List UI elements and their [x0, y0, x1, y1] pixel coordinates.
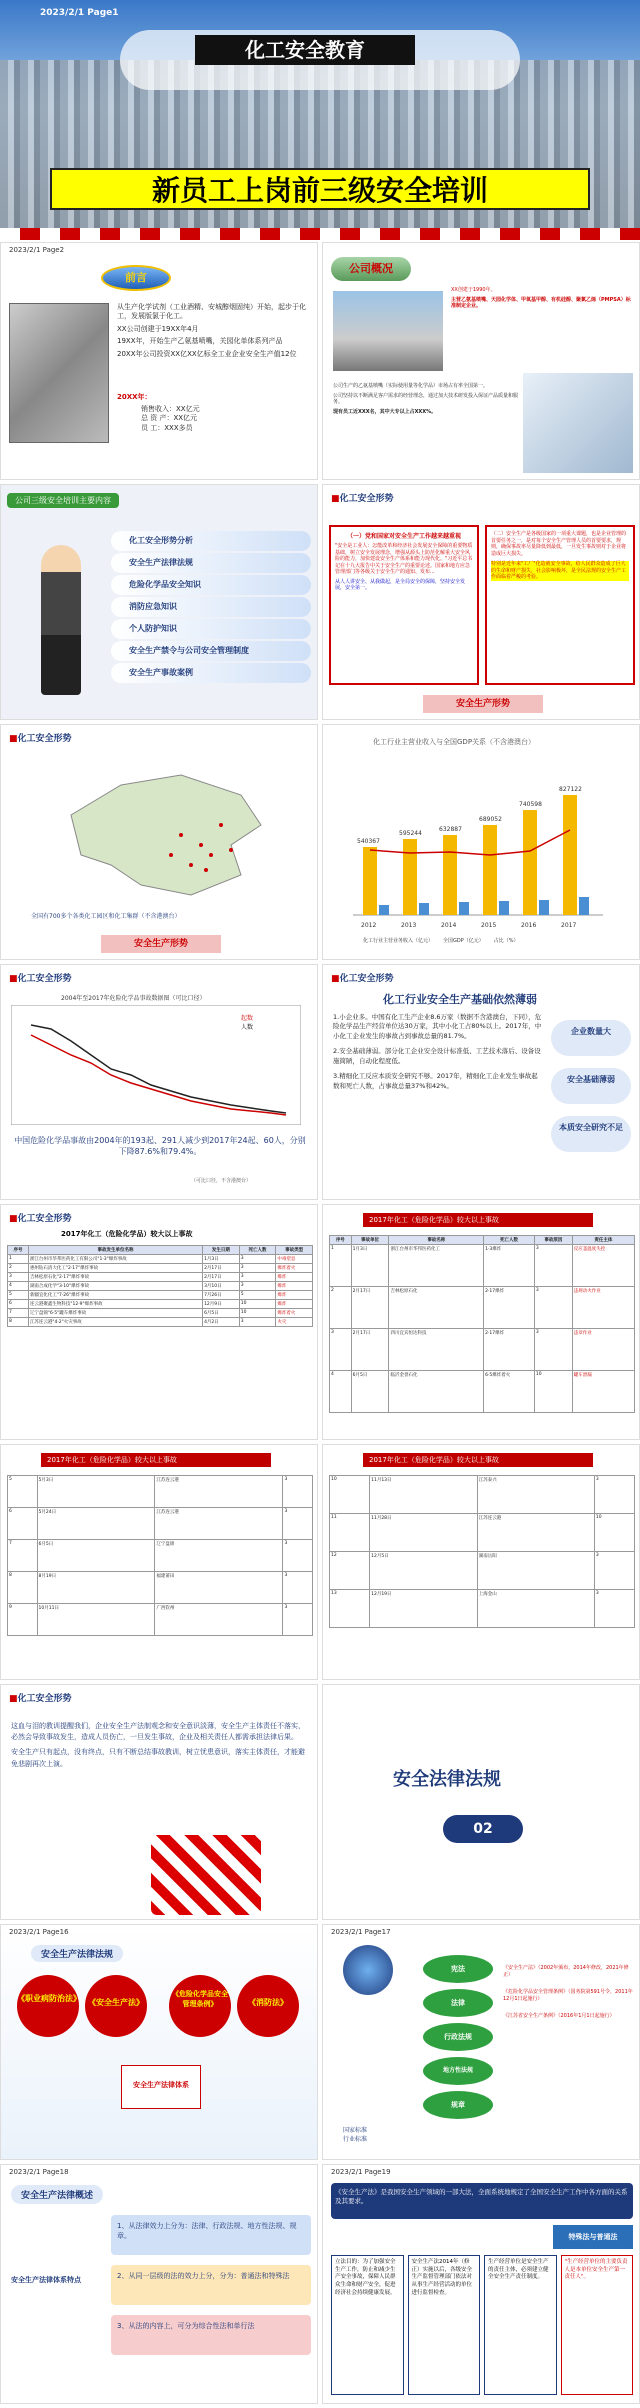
col-header: 死亡人数 [239, 1246, 276, 1255]
bottom-band [0, 228, 640, 240]
slide-12 [0, 1444, 318, 1680]
list-item: XX公司创建于19XX年4月 [117, 324, 199, 333]
menu-item-label: 化工安全形势分析 [129, 536, 193, 545]
footer-banner: 安全生产形势 [423, 695, 543, 713]
svg-text:740598: 740598 [519, 801, 542, 808]
table-row: 7 6月5日 辽宁盘锦 3 [8, 1540, 313, 1572]
slide-15 [322, 1684, 640, 1920]
footer-banner: 安全生产形势 [101, 935, 221, 953]
slide-header: 2023/2/1 Page1 [40, 8, 119, 18]
slide-11 [322, 1204, 640, 1440]
slide-title: 安全生产法律法规 [31, 1945, 123, 1962]
menu-item-label: 危险化学品安全知识 [129, 580, 201, 589]
feature-item: 2、从同一层级的法的效力上分，分为：普通法和特殊法 [111, 2265, 311, 2305]
hierarchy-item: 行政法规 [423, 2023, 493, 2051]
intro-badge: 前言 [101, 265, 171, 291]
menu-item-label: 安全生产禁令与公司安全管理制度 [129, 646, 249, 655]
table-row: 8 江苏连云港"4·2"火灾事故 4月2日 3 火灾 [8, 1318, 313, 1327]
table-row: 6 5月24日 江苏连云港 3 [8, 1508, 313, 1540]
box-title: （一）党和国家对安全生产工作越来越重视 [346, 533, 461, 540]
slide-7 [322, 724, 640, 960]
accident-detail-table [329, 1235, 635, 1413]
slide-14 [0, 1684, 318, 1920]
box-text: "安全是工业人：怎能改革和经济社会发展安全保障的重要物质基础，树立安全发展理念，增强从源头上防范化解重大安全风险的能力，加快建设安全生产体系和能力现代化。"习近平总书记在十九大报告中关于安全生产的重要论述。国家和地方应急管理部门等各级关于安全生产的通知、发布... [335, 543, 473, 575]
slide-header: 2023/2/1 Page18 [9, 2168, 69, 2176]
column-item: 生产经营单位是安全生产的责任主体，必须建立健全安全生产责任制度。 [484, 2255, 557, 2395]
table-row: 11 11月28日 江苏连云港 10 [330, 1514, 635, 1552]
col-header: 事故类型 [276, 1246, 313, 1255]
text-item: 公司坚持以不断满足客户需求的经营理念，通过加大技术研发投入保证产品质量和服务。 [333, 392, 519, 405]
menu-item [111, 575, 311, 595]
table-row: 3 吉林松原石化"2·17"爆炸事故 2月17日 3 爆炸 [8, 1273, 313, 1282]
table-row: 1 浙江台州市华邦医药化工有限公司"1·3"爆炸事故 1月3日 3 中毒窒息 [8, 1255, 313, 1264]
year-label: 20XX年： [117, 393, 152, 401]
lesson-text [11, 1721, 309, 1770]
stat-item: 员 工：XXX多员 [141, 423, 193, 432]
slide-18 [0, 2164, 318, 2404]
menu-item [111, 641, 311, 661]
gdp-chart [333, 755, 633, 935]
accident-chart [11, 1005, 301, 1125]
hierarchy-item: 规章 [423, 2091, 493, 2119]
center-label: 安全生产法律体系 [121, 2065, 201, 2109]
chart-legend [241, 1013, 253, 1031]
box-highlight: 从人人讲安全、从我做起，是全局安全的保障，坚持安全发展，安全第一。 [335, 578, 466, 591]
standard-labels [343, 2125, 367, 2143]
law-circle: 《危险化学品安全管理条例》 [169, 1975, 231, 2037]
section-title: ■化工安全形势 [9, 1694, 72, 1704]
feature-list [111, 2215, 311, 2355]
table-row: 1 1月3日 浙江台州市华邦医药化工 1·3爆炸 3 反应釜温度失控 [330, 1245, 635, 1287]
slide-3 [322, 242, 640, 480]
slide-8 [0, 964, 318, 1200]
point-item: 3.精细化工反应本质安全研究不够。2017年，精细化工企业发生事故起数和死亡人数，占事故总量37%和42%。 [333, 1072, 538, 1090]
slide-5 [322, 484, 640, 720]
intro-list [117, 303, 313, 362]
section-title: ■化工安全形势 [9, 1214, 72, 1224]
map-caption: 全国有700多个各类化工园区和化工集群（不含港澳台） [31, 913, 181, 920]
accident-table [7, 1245, 313, 1327]
table-row: 13 12月19日 上海金山 3 [330, 1590, 635, 1628]
svg-text:540367: 540367 [357, 838, 380, 845]
accident-detail-table [329, 1475, 635, 1628]
stat-item: 总 资 产：XX亿元 [141, 414, 198, 423]
svg-text:2013: 2013 [401, 922, 417, 929]
legend-item: 起数 [241, 1015, 254, 1022]
hierarchy-list [423, 1955, 493, 2119]
hierarchy-item: 法律 [423, 1989, 493, 2017]
legend-item: 人数 [241, 1024, 254, 1031]
company-badge: 公司概况 [331, 257, 411, 281]
svg-text:2017: 2017 [561, 922, 577, 929]
note-item: 《安全生产法》（2002年颁布，2014年修改，2021年修正） [503, 1965, 629, 1978]
section-bar: 2017年化工（危险化学品）较大以上事故 [363, 1213, 593, 1227]
chart-title: 2004年至2017年危险化学品事故数据图（可比口径） [61, 995, 206, 1002]
box-title: （二）安全生产是各级国家的一项重大课题，也是企业管理的首要任务之一，是对每个安全生产管理人员的首要要求，规则，确保事故率尽量降低到最低，一旦发生事故则对于企业将造成巨大损失。 [491, 531, 627, 557]
column-list [331, 2255, 633, 2395]
badge: 特殊法与普通法 [553, 2225, 633, 2249]
table-row: 8 8月19日 福建莆田 3 [8, 1572, 313, 1604]
section-bar: 2017年化工（危险化学品）较大以上事故 [41, 1453, 271, 1467]
table-row: 4 6月5日 临沂金誉石化 6·5爆炸着火 10 罐车泄漏 [330, 1371, 635, 1413]
slide-header: 2023/2/1 Page19 [331, 2168, 391, 2176]
table-row: 12 12月5日 湖南岳阳 3 [330, 1552, 635, 1590]
table-row: 2 惠州钻石清大化工"2·17"爆炸事故 2月17日 3 爆炸着火 [8, 1264, 313, 1273]
svg-text:2012: 2012 [361, 922, 377, 929]
list-item: 20XX年公司投资XX亿XX亿标全工业企业安全生产值12位 [117, 349, 297, 358]
gov-box [329, 525, 479, 685]
note-item: 《危险化学品安全管理条例》（国务院第591号令，2011年12月1日起施行） [503, 1989, 633, 2002]
menu-item-label: 个人防护知识 [129, 624, 177, 633]
slide-10 [0, 1204, 318, 1440]
table-row: 10 11月13日 江苏泰兴 3 [330, 1476, 635, 1514]
intro-box: 《安全生产法》是我国安全生产领域的一部大法，全面系统地规定了全国安全生产工作中各方面的关系及其要求。 [331, 2183, 633, 2219]
stats-list [141, 405, 200, 433]
col-header: 序号 [8, 1246, 29, 1255]
table-row: 2 2月17日 吉林松原石化 2·17爆炸 3 违规动火作业 [330, 1287, 635, 1329]
text-item: 现有员工近XXX名，其中大专以上占XXX%。 [333, 408, 437, 415]
section-title: ■化工安全形势 [331, 494, 394, 504]
safety-illustration [151, 1835, 261, 1915]
slide-header: 2023/2/1 Page16 [9, 1928, 69, 1936]
china-map [31, 755, 271, 905]
slide-1 [0, 0, 640, 240]
chart-title: 化工行业主营业收入与全国GDP关系（不含港澳台） [373, 738, 536, 746]
paragraph: 安全生产只有起点，没有终点，只有不断总结事故教训，树立忧患意识，落实主体责任，才能避免悲剧再次上演。 [11, 1748, 305, 1768]
point-item: 1.小企业多。中国有化工生产企业8.6万家（数据不含港澳台，下同），危险化学品生产经营单位达30万家，其中小化工占80%以上。2017年，中小化工企业发生的事故占到事故总量的81.7%。 [333, 1013, 542, 1040]
slide-header: 2023/2/1 Page17 [331, 1928, 391, 1936]
person-illustration [41, 545, 81, 695]
tag-item: 本质安全研究不足 [551, 1116, 631, 1152]
slide-17 [322, 1924, 640, 2160]
slide-4 [0, 484, 318, 720]
slide-title: 化工行业安全生产基础依然薄弱 [383, 993, 537, 1006]
section-bar: 2017年化工（危险化学品）较大以上事故 [363, 1453, 593, 1467]
section-title: ■化工安全形势 [331, 974, 394, 984]
table-header-row [8, 1246, 313, 1255]
section-heading: 安全法律法规 [393, 1769, 501, 1790]
law-circle: 《职业病防治法》 [17, 1975, 79, 2037]
standard-item: 国家标准 [343, 2127, 368, 2134]
system-label: 安全生产法律体系特点 [11, 2276, 81, 2284]
table-row: 7 辽宁盘锦"6·5"罐车爆炸事故 6月5日 10 爆炸着火 [8, 1309, 313, 1318]
table-header-row: 序号 事故单位 事故名称 死亡人数 事故原因 责任主体 [330, 1236, 635, 1245]
table-row: 9 10月11日 广西钦州 3 [8, 1604, 313, 1636]
svg-text:2014: 2014 [441, 922, 457, 929]
menu-item [111, 531, 311, 551]
globe-icon [343, 1945, 393, 1995]
col-header: 发生日期 [203, 1246, 240, 1255]
menu-item-label: 消防应急知识 [129, 602, 177, 611]
slide-header: 2023/2/1 Page2 [9, 246, 65, 254]
tag-list [551, 1020, 631, 1152]
text-item: 公司生产的乙氨基喷嘴（实际使用量等化学品）市场占有率全国第一。 [333, 383, 489, 389]
content-menu [111, 531, 311, 685]
factory-photo [333, 291, 443, 371]
svg-text:2015: 2015 [481, 922, 497, 929]
feature-item: 1、从法律效力上分为：法律、行政法规、地方性法规、规章。 [111, 2215, 311, 2255]
slide-title: 安全生产法律概述 [11, 2185, 103, 2204]
task-box [485, 525, 635, 685]
standard-item: 行业标准 [343, 2136, 368, 2143]
hierarchy-item: 地方性法规 [423, 2057, 493, 2085]
tag-item: 安全基础薄弱 [551, 1068, 631, 1104]
note-item: 《江苏省安全生产条例》（2016年1月1日起施行） [503, 2013, 615, 2019]
menu-item-label: 安全生产法律法规 [129, 558, 193, 567]
feature-item: 3、从法的内容上，可分为综合性法和单行法 [111, 2315, 311, 2355]
slide-16 [0, 1924, 318, 2160]
list-item: 从生产化学试剂（工业酒精、安城醇烟固纯）开始，起步于化工，发展版氯于化工。 [117, 303, 306, 321]
point-list [333, 1013, 543, 1091]
section-title: ■化工安全形势 [9, 974, 72, 984]
slide-2 [0, 242, 318, 480]
table-row: 6 连云港聚鑫生物科技"12·9"爆炸事故 12月9日 10 爆炸 [8, 1300, 313, 1309]
stat-item: 销售收入：XX亿元 [141, 405, 200, 413]
law-circle: 《消防法》 [237, 1975, 299, 2037]
company-text-2 [333, 383, 518, 415]
paragraph: 这血与泪的教训提醒我们，企业安全生产法制观念和安全意识淡薄，安全生产主体责任不落实，必然会导致事故发生，造成人员伤亡，一旦发生事故，企业及相关责任人都需承担法律后果。 [11, 1722, 305, 1742]
slide-title: 公司三级安全培训主要内容 [7, 493, 119, 508]
section-title: ■化工安全形势 [9, 734, 72, 744]
slide-9 [322, 964, 640, 1200]
page-title: 化工安全教育 [195, 35, 415, 65]
law-circle: 《安全生产法》 [85, 1975, 147, 2037]
menu-item-label: 安全生产事故案例 [129, 668, 193, 677]
slide-6 [0, 724, 318, 960]
table-row: 4 湖南合成化学"3·10"爆炸事故 3月10日 3 爆炸 [8, 1282, 313, 1291]
list-item: 19XX年，开始生产乙氨基喷嘴，关园化单体系列产品 [117, 337, 283, 346]
svg-text:2016: 2016 [521, 922, 537, 929]
legend-item: 化工行业主营业务收入（亿元） [363, 938, 434, 944]
legend-item: 全国GDP（亿元） [443, 938, 484, 944]
company-text [451, 287, 633, 313]
menu-item [111, 553, 311, 573]
column-item: 安全生产法2014年（修正）实施以后，各级安全生产监督管理部门依法对从事生产经营活动的单位进行监督检查。 [408, 2255, 481, 2395]
col-header: 事故发生单位名称 [28, 1246, 202, 1255]
point-item: 2.安全基础薄弱。部分化工企业安全设计标准低、工艺技术落后、设备设施简陋，自动化程度低。 [333, 1047, 541, 1065]
slide-13 [322, 1444, 640, 1680]
svg-text:595244: 595244 [399, 830, 422, 837]
menu-item [111, 663, 311, 683]
text-item: XX创建于1990年。 [451, 287, 496, 293]
page-subtitle: 新员工上岗前三级安全培训 [50, 168, 590, 210]
text-item: 主营乙氨基喷嘴、天园化学体、甲氧基甲醇、有机硅醇、聚氯乙烯（PMPSA）标准制定企业。 [451, 296, 631, 309]
section-number: 02 [443, 1815, 523, 1843]
equipment-photo [9, 303, 109, 443]
tag-item: 企业数量大 [551, 1020, 631, 1056]
svg-text:827122: 827122 [559, 786, 582, 793]
note-text: （可比口径，不含港澳台） [191, 1178, 252, 1184]
hierarchy-item: 宪法 [423, 1955, 493, 1983]
summary-text: 中国危险化学品事故由2004年的193起、291人减少到2017年24起、60人，分别下降87.6%和79.4%。 [14, 1136, 306, 1156]
table-row: 5 5月3日 江苏连云港 3 [8, 1476, 313, 1508]
chart-legend [363, 937, 519, 944]
slide-19 [322, 2164, 640, 2404]
box-highlight: 特别是近年来"工厂"化造就安全事故，给人民群众造成了巨大的生命和财产损失，社会影响极坏，是全民法规的安全生产工作面临着严峻的考验。 [491, 561, 629, 581]
accident-detail-table [7, 1475, 313, 1636]
svg-text:632887: 632887 [439, 826, 462, 833]
column-item: 立法目的：为了加强安全生产工作，防止和减少生产安全事故，保障人民群众生命和财产安全，促进经济社会持续健康发展。 [331, 2255, 404, 2395]
lab-photo [523, 373, 633, 473]
table-row: 3 2月17日 四川宜宾恒达科技 2·17爆炸 3 违章作业 [330, 1329, 635, 1371]
table-title: 2017年化工（危险化学品）较大以上事故 [61, 1230, 193, 1238]
legend-item: 占比（%） [493, 938, 519, 944]
svg-text:689052: 689052 [479, 816, 502, 823]
menu-item [111, 619, 311, 639]
law-notes [503, 1965, 633, 2020]
column-item: "生产经营单位的主要负责人是本单位安全生产第一责任人"。 [561, 2255, 634, 2395]
table-row: 5 新疆宜化化工"7·26"爆炸事故 7月26日 5 爆炸 [8, 1291, 313, 1300]
menu-item [111, 597, 311, 617]
